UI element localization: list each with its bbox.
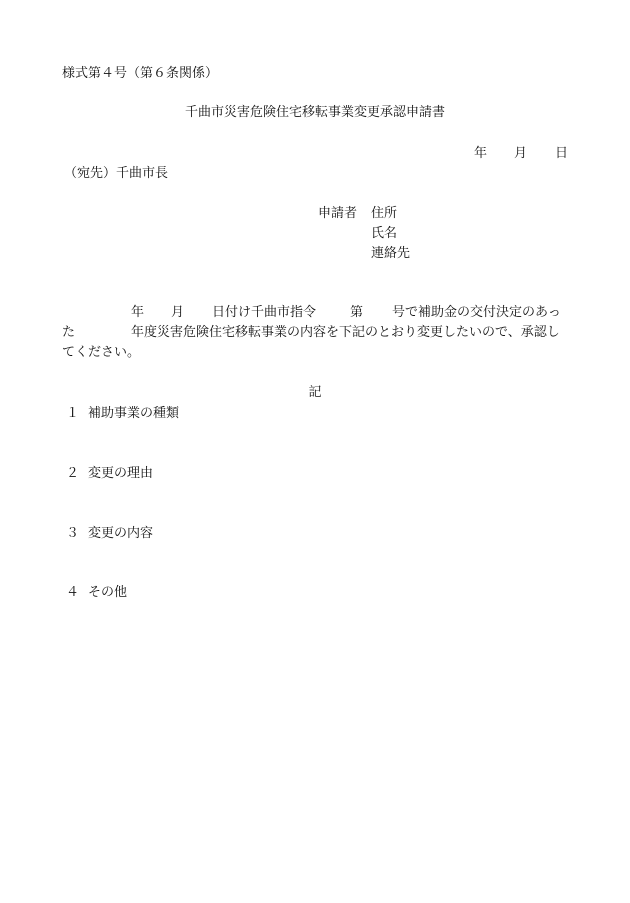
ki-heading: 記 — [308, 385, 322, 400]
item-number: ２ — [66, 466, 80, 481]
item-label: その他 — [88, 585, 128, 600]
body-month-label: 月 — [171, 305, 185, 320]
body-date-directive-text: 日付け千曲市指令 — [212, 305, 317, 320]
item-number: ４ — [66, 585, 80, 600]
body-year-label: 年 — [131, 305, 145, 320]
form-number: 様式第４号（第６条関係） — [62, 66, 219, 81]
item-number: ３ — [66, 526, 80, 541]
applicant-contact-label: 連絡先 — [371, 246, 411, 261]
item-label: 変更の理由 — [88, 466, 154, 481]
addressee: （宛先）千曲市長 — [64, 166, 169, 181]
body-line1-tail: 号で補助金の交付決定のあっ — [392, 305, 561, 320]
applicant-label: 申請者 — [318, 206, 358, 221]
body-line3-text: てください。 — [62, 345, 141, 360]
date-month-label: 月 — [514, 146, 528, 161]
date-year-label: 年 — [474, 146, 488, 161]
item-label: 補助事業の種類 — [88, 406, 180, 421]
item-number: １ — [66, 406, 80, 421]
body-line2-text: 年度災害危険住宅移転事業の内容を下記のとおり変更したいので、承認し — [131, 325, 560, 340]
body-line2-head: た — [62, 325, 76, 340]
item-label: 変更の内容 — [88, 526, 154, 541]
body-number-prefix: 第 — [350, 305, 364, 320]
applicant-address-label: 住所 — [371, 206, 398, 221]
document-title: 千曲市災害危険住宅移転事業変更承認申請書 — [184, 105, 445, 120]
applicant-name-label: 氏名 — [371, 226, 398, 241]
date-day-label: 日 — [555, 146, 569, 161]
